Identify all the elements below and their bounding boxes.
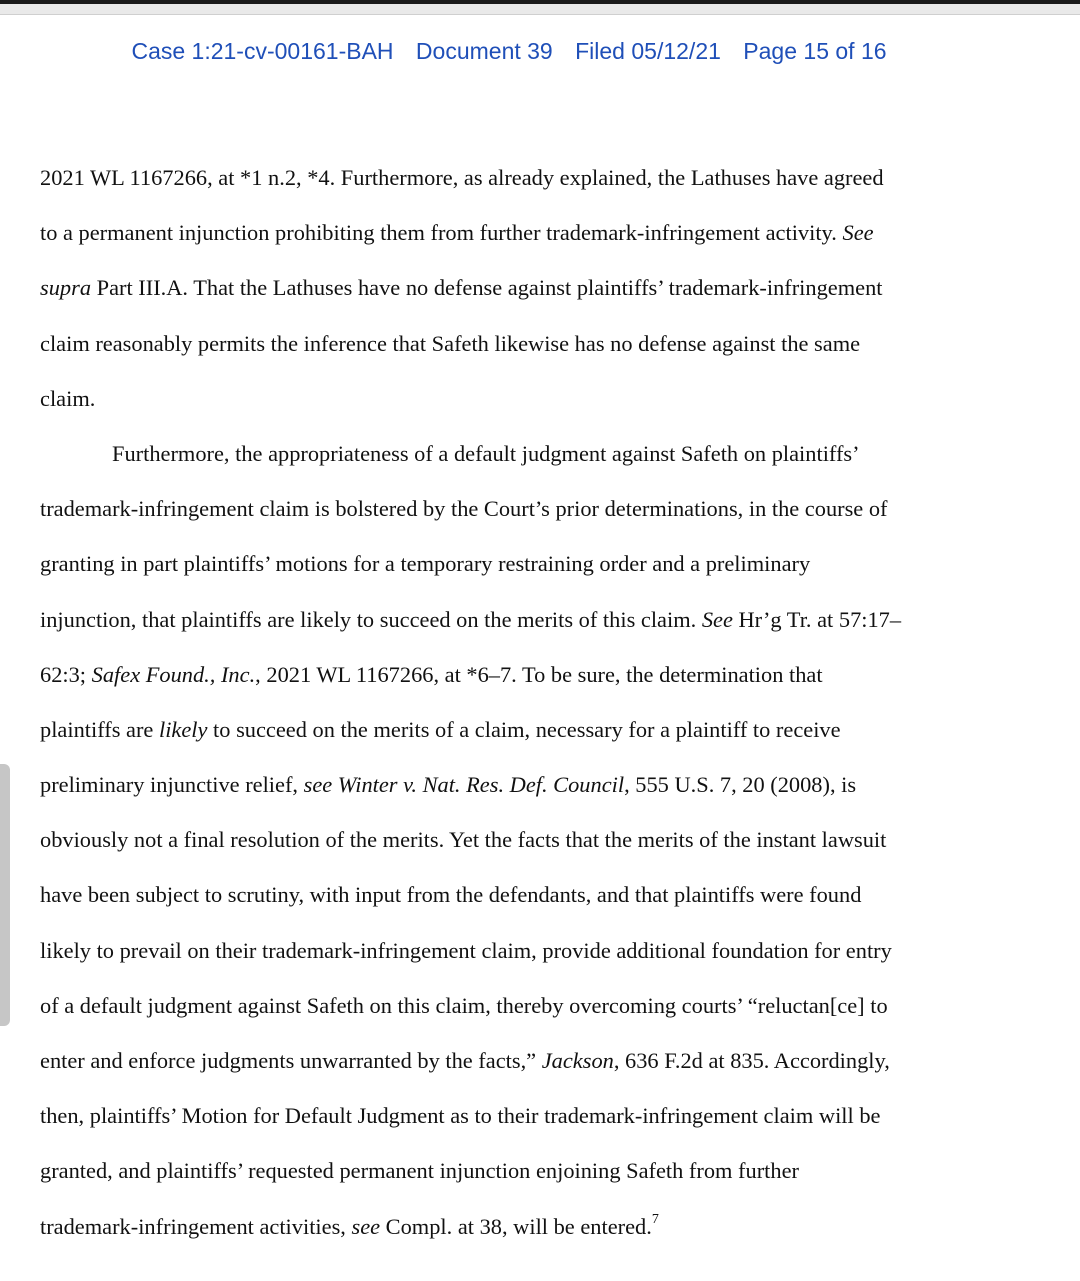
footnote-marker[interactable]: 7 [651, 1211, 659, 1227]
paragraph-start-line: Furthermore, the appropriateness of a default judgment against Safeth on plaintiffs’ [112, 440, 860, 466]
text-line: supra Part III.A. That the Lathuses have no defense against plaintiffs’ trademark-infringement [40, 275, 883, 301]
document-number: Document 39 [415, 38, 553, 64]
filed-date: Filed 05/12/21 [575, 38, 721, 64]
text-line: injunction, that plaintiffs are likely to succeed on the merits of this claim. See Hr’g Tr. at 57:17– [40, 606, 902, 632]
scrollbar-handle[interactable] [0, 764, 10, 1026]
case-number: Case 1:21-cv-00161-BAH [131, 38, 394, 64]
text-line: claim. [40, 385, 96, 411]
text-line: enter and enforce judgments unwarranted by the facts,” Jackson, 636 F.2d at 835. Accordingly, [40, 1048, 890, 1073]
text-line: obviously not a final resolution of the merits. Yet the facts that the merits of the instant lawsuit [40, 827, 887, 853]
text-line: granting in part plaintiffs’ motions for a temporary restraining order and a preliminary [40, 551, 811, 577]
text-line: likely to prevail on their trademark-infringement claim, provide additional foundation for entry [40, 937, 892, 963]
top-edge-line [0, 0, 1080, 4]
text-line: plaintiffs are likely to succeed on the merits of a claim, necessary for a plaintiff to receive [40, 716, 841, 742]
text-line: preliminary injunctive relief, see Winter v. Nat. Res. Def. Council, 555 U.S. 7, 20 (2008), is [40, 772, 857, 798]
text-line: to a permanent injunction prohibiting them from further trademark-infringement activity. See [40, 220, 874, 246]
text-line: claim reasonably permits the inference that Safeth likewise has no defense against the same [40, 330, 861, 356]
text-line: have been subject to scrutiny, with input from the defendants, and that plaintiffs were found [40, 882, 862, 908]
text-line: then, plaintiffs’ Motion for Default Judgment as to their trademark-infringement claim will be [40, 1103, 881, 1129]
text-line: of a default judgment against Safeth on this claim, thereby overcoming courts’ “reluctan[ce] to [40, 992, 888, 1018]
text-line: 62:3; Safex Found., Inc., 2021 WL 1167266, at *6–7. To be sure, the determination that [40, 661, 823, 687]
text-line: granted, and plaintiffs’ requested permanent injunction enjoining Safeth from further [40, 1158, 799, 1184]
text-line: trademark-infringement activities, see Compl. at 38, will be entered.$^7$ [40, 1211, 659, 1239]
text-line: 2021 WL 1167266, at *1 n.2, *4. Furthermore, as already explained, the Lathuses have agreed [40, 165, 884, 190]
text-line: trademark-infringement claim is bolstered by the Court’s prior determinations, in the course of [40, 496, 888, 522]
page-number: Page 15 of 16 [743, 38, 887, 64]
case-header [0, 38, 1018, 65]
document-body [40, 150, 1000, 1254]
